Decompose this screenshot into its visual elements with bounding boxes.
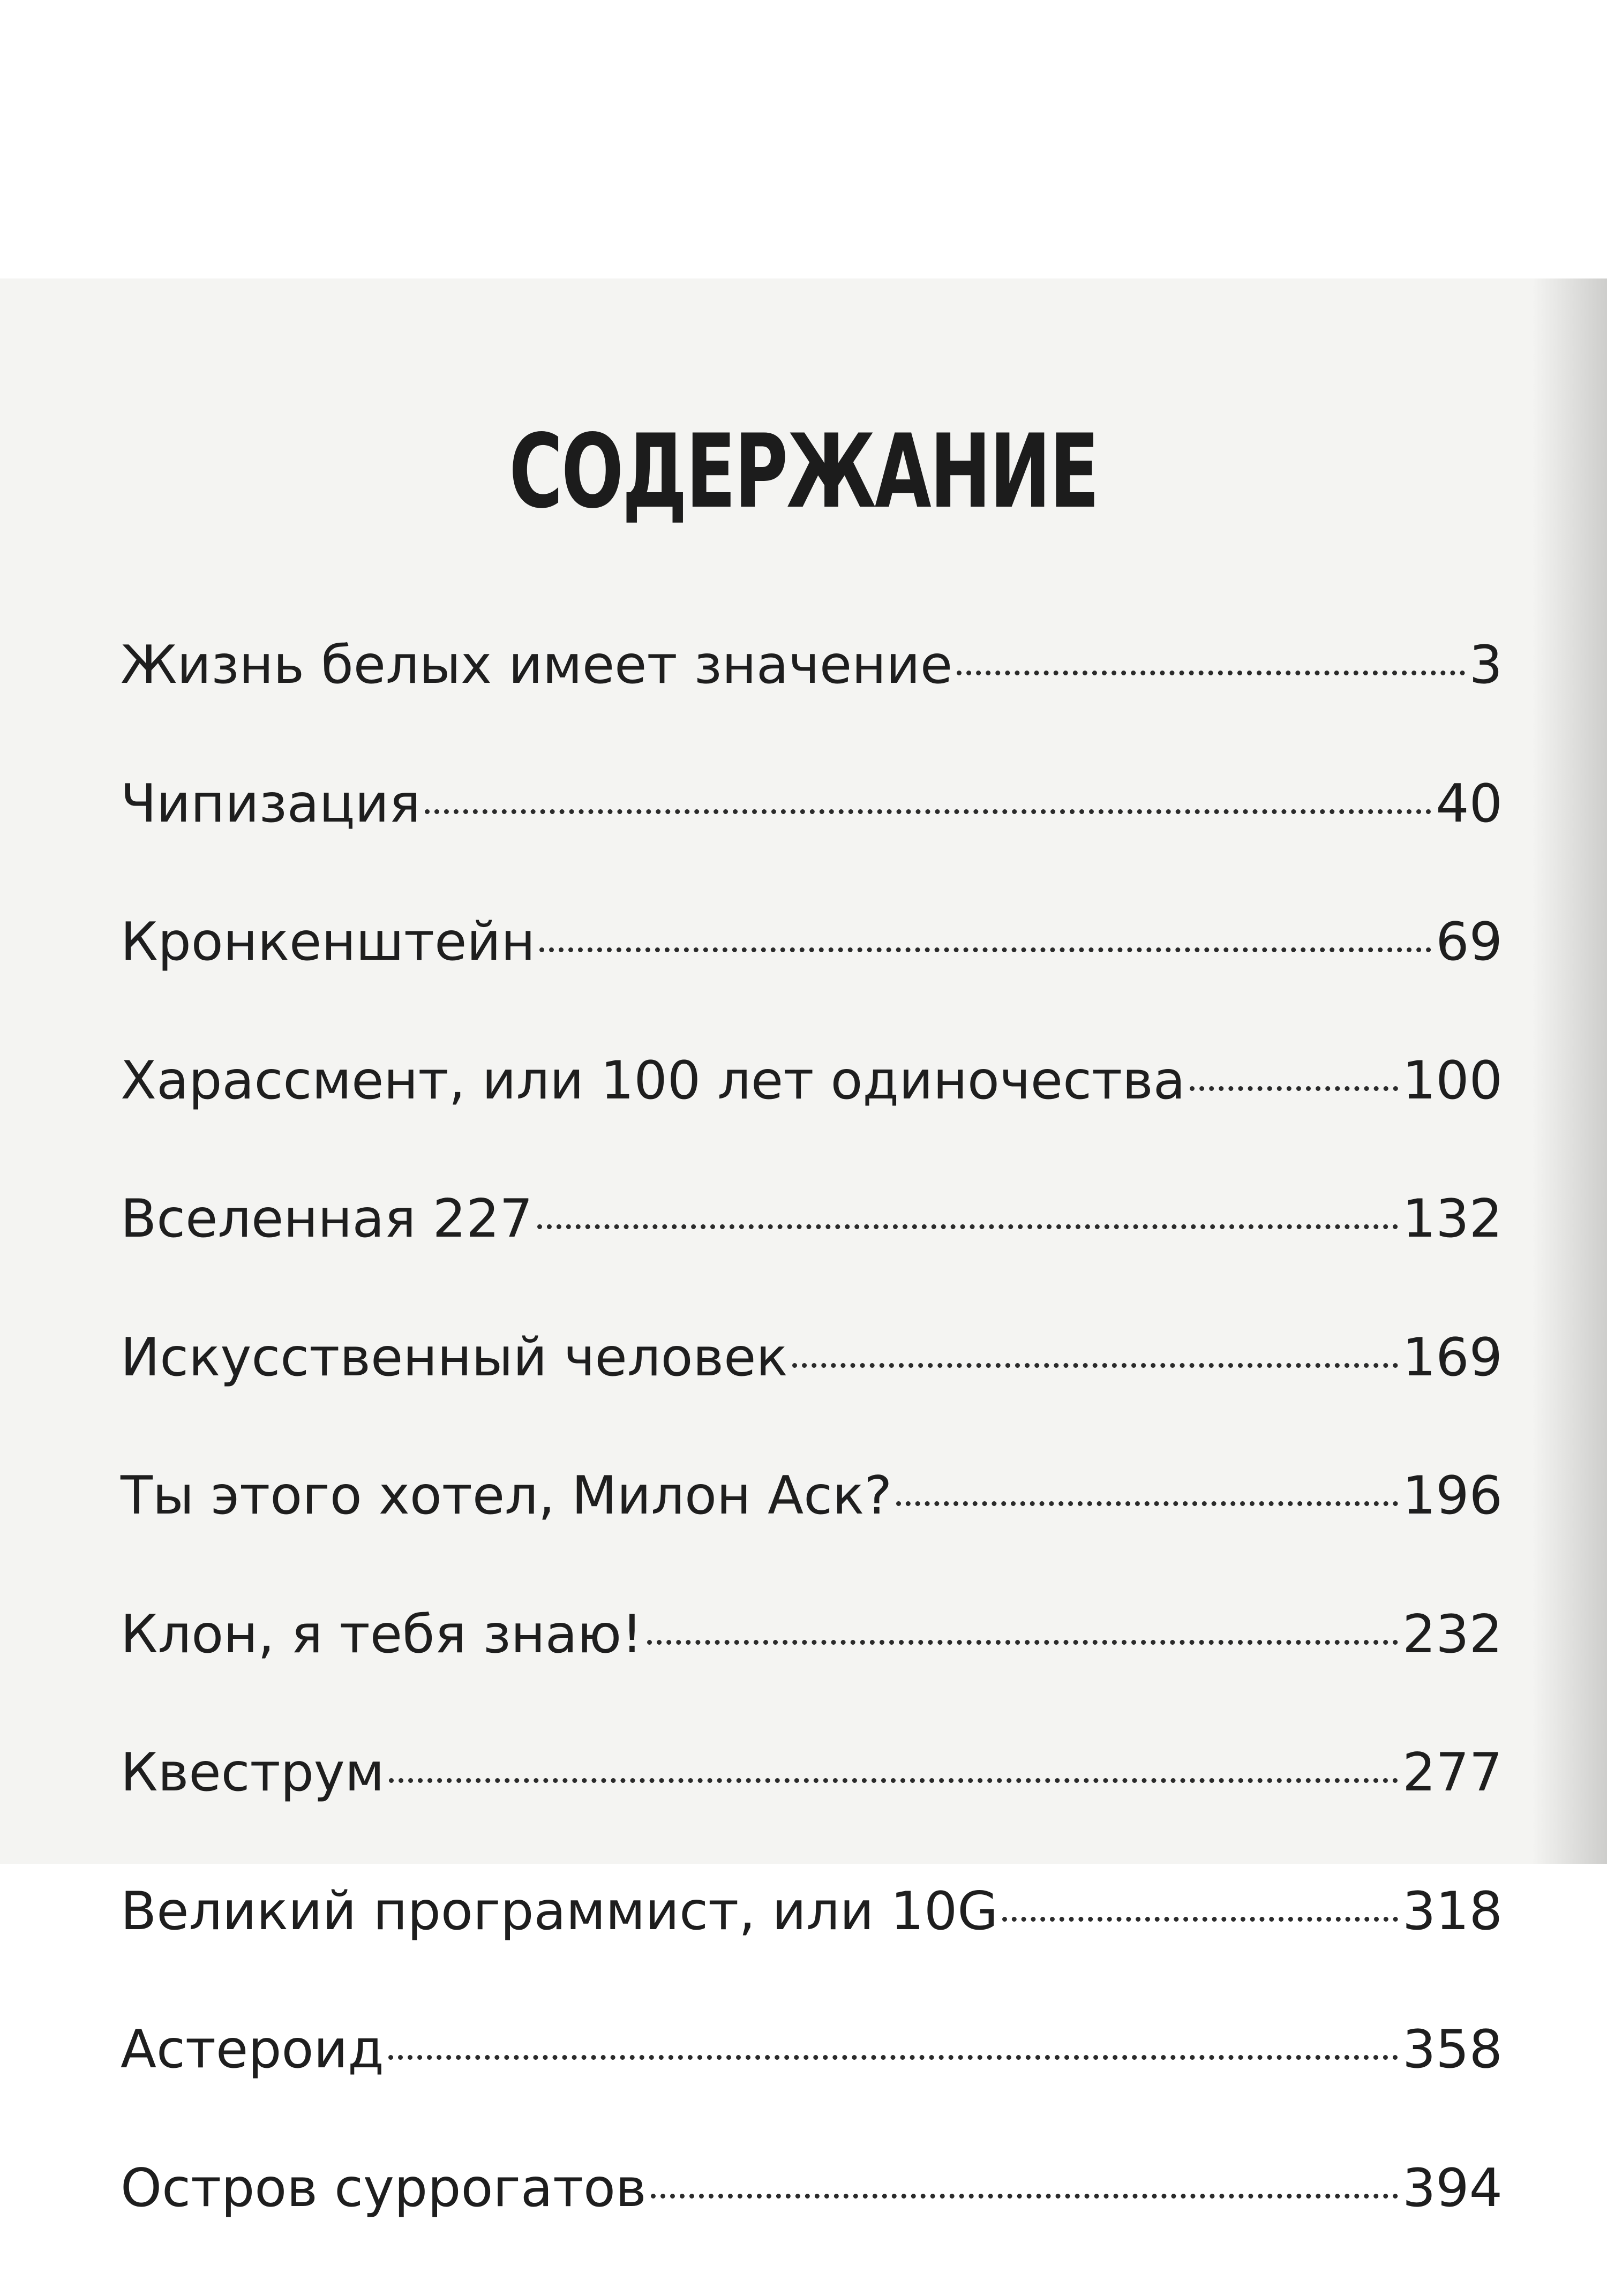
toc-entry — [121, 773, 1503, 912]
toc-entry-title: Искусственный человек — [121, 1327, 788, 1388]
toc-entry-page: 69 — [1436, 912, 1503, 973]
toc-entry-title: Астероид — [121, 2019, 384, 2080]
dot-leader — [896, 1501, 1398, 1506]
dot-leader — [389, 1778, 1398, 1783]
toc-entry-page: 40 — [1436, 773, 1503, 834]
toc-entry-title: Ты этого хотел, Милон Аск? — [121, 1465, 892, 1526]
dot-leader — [539, 947, 1431, 952]
toc-entry — [121, 2019, 1503, 2158]
toc-entry-page: 196 — [1402, 1465, 1503, 1526]
toc-entry-title: Великий программист, или 10G — [121, 1881, 998, 1942]
toc-entry-title: Вселенная 227 — [121, 1188, 533, 1249]
toc-entry-page: 232 — [1402, 1604, 1503, 1665]
dot-leader — [425, 809, 1431, 814]
toc-entry-title: Остров суррогатов — [121, 2158, 647, 2219]
toc-entry-page: 169 — [1402, 1327, 1503, 1388]
dot-leader — [957, 671, 1465, 675]
dot-leader — [537, 1224, 1398, 1229]
toc-entry-title: Жизнь белых имеет значение — [121, 635, 952, 696]
toc-entry — [121, 1881, 1503, 2020]
dot-leader — [388, 2055, 1398, 2060]
table-of-contents — [121, 635, 1503, 2296]
dot-leader — [1002, 1917, 1398, 1922]
toc-entry-title: Кронкенштейн — [121, 912, 535, 973]
toc-entry-page: 132 — [1402, 1188, 1503, 1249]
toc-entry — [121, 1604, 1503, 1743]
toc-entry — [121, 1742, 1503, 1881]
toc-entry-title: Клон, я тебя знаю! — [121, 1604, 643, 1665]
dot-leader — [651, 2194, 1398, 2199]
toc-entry — [121, 1465, 1503, 1604]
toc-entry — [121, 1188, 1503, 1327]
toc-entry-page: 358 — [1402, 2019, 1503, 2080]
page-title: СОДЕРЖАНИЕ — [225, 412, 1382, 531]
toc-entry — [121, 912, 1503, 1050]
dot-leader — [1190, 1086, 1398, 1091]
toc-entry-page: 394 — [1402, 2158, 1503, 2219]
toc-entry — [121, 2158, 1503, 2296]
toc-entry — [121, 635, 1503, 773]
toc-entry-page: 3 — [1469, 635, 1503, 696]
toc-entry-page: 277 — [1402, 1742, 1503, 1803]
toc-entry-title: Чипизация — [121, 773, 420, 834]
toc-entry-title: Квеструм — [121, 1742, 385, 1803]
toc-entry-page: 100 — [1402, 1050, 1503, 1111]
toc-entry — [121, 1327, 1503, 1466]
toc-entry-title: Харассмент, или 100 лет одиночества — [121, 1050, 1185, 1111]
toc-entry-page: 318 — [1402, 1881, 1503, 1942]
dot-leader — [792, 1363, 1398, 1368]
page-edge-shadow — [1532, 278, 1607, 1864]
dot-leader — [647, 1640, 1398, 1645]
toc-entry — [121, 1050, 1503, 1189]
